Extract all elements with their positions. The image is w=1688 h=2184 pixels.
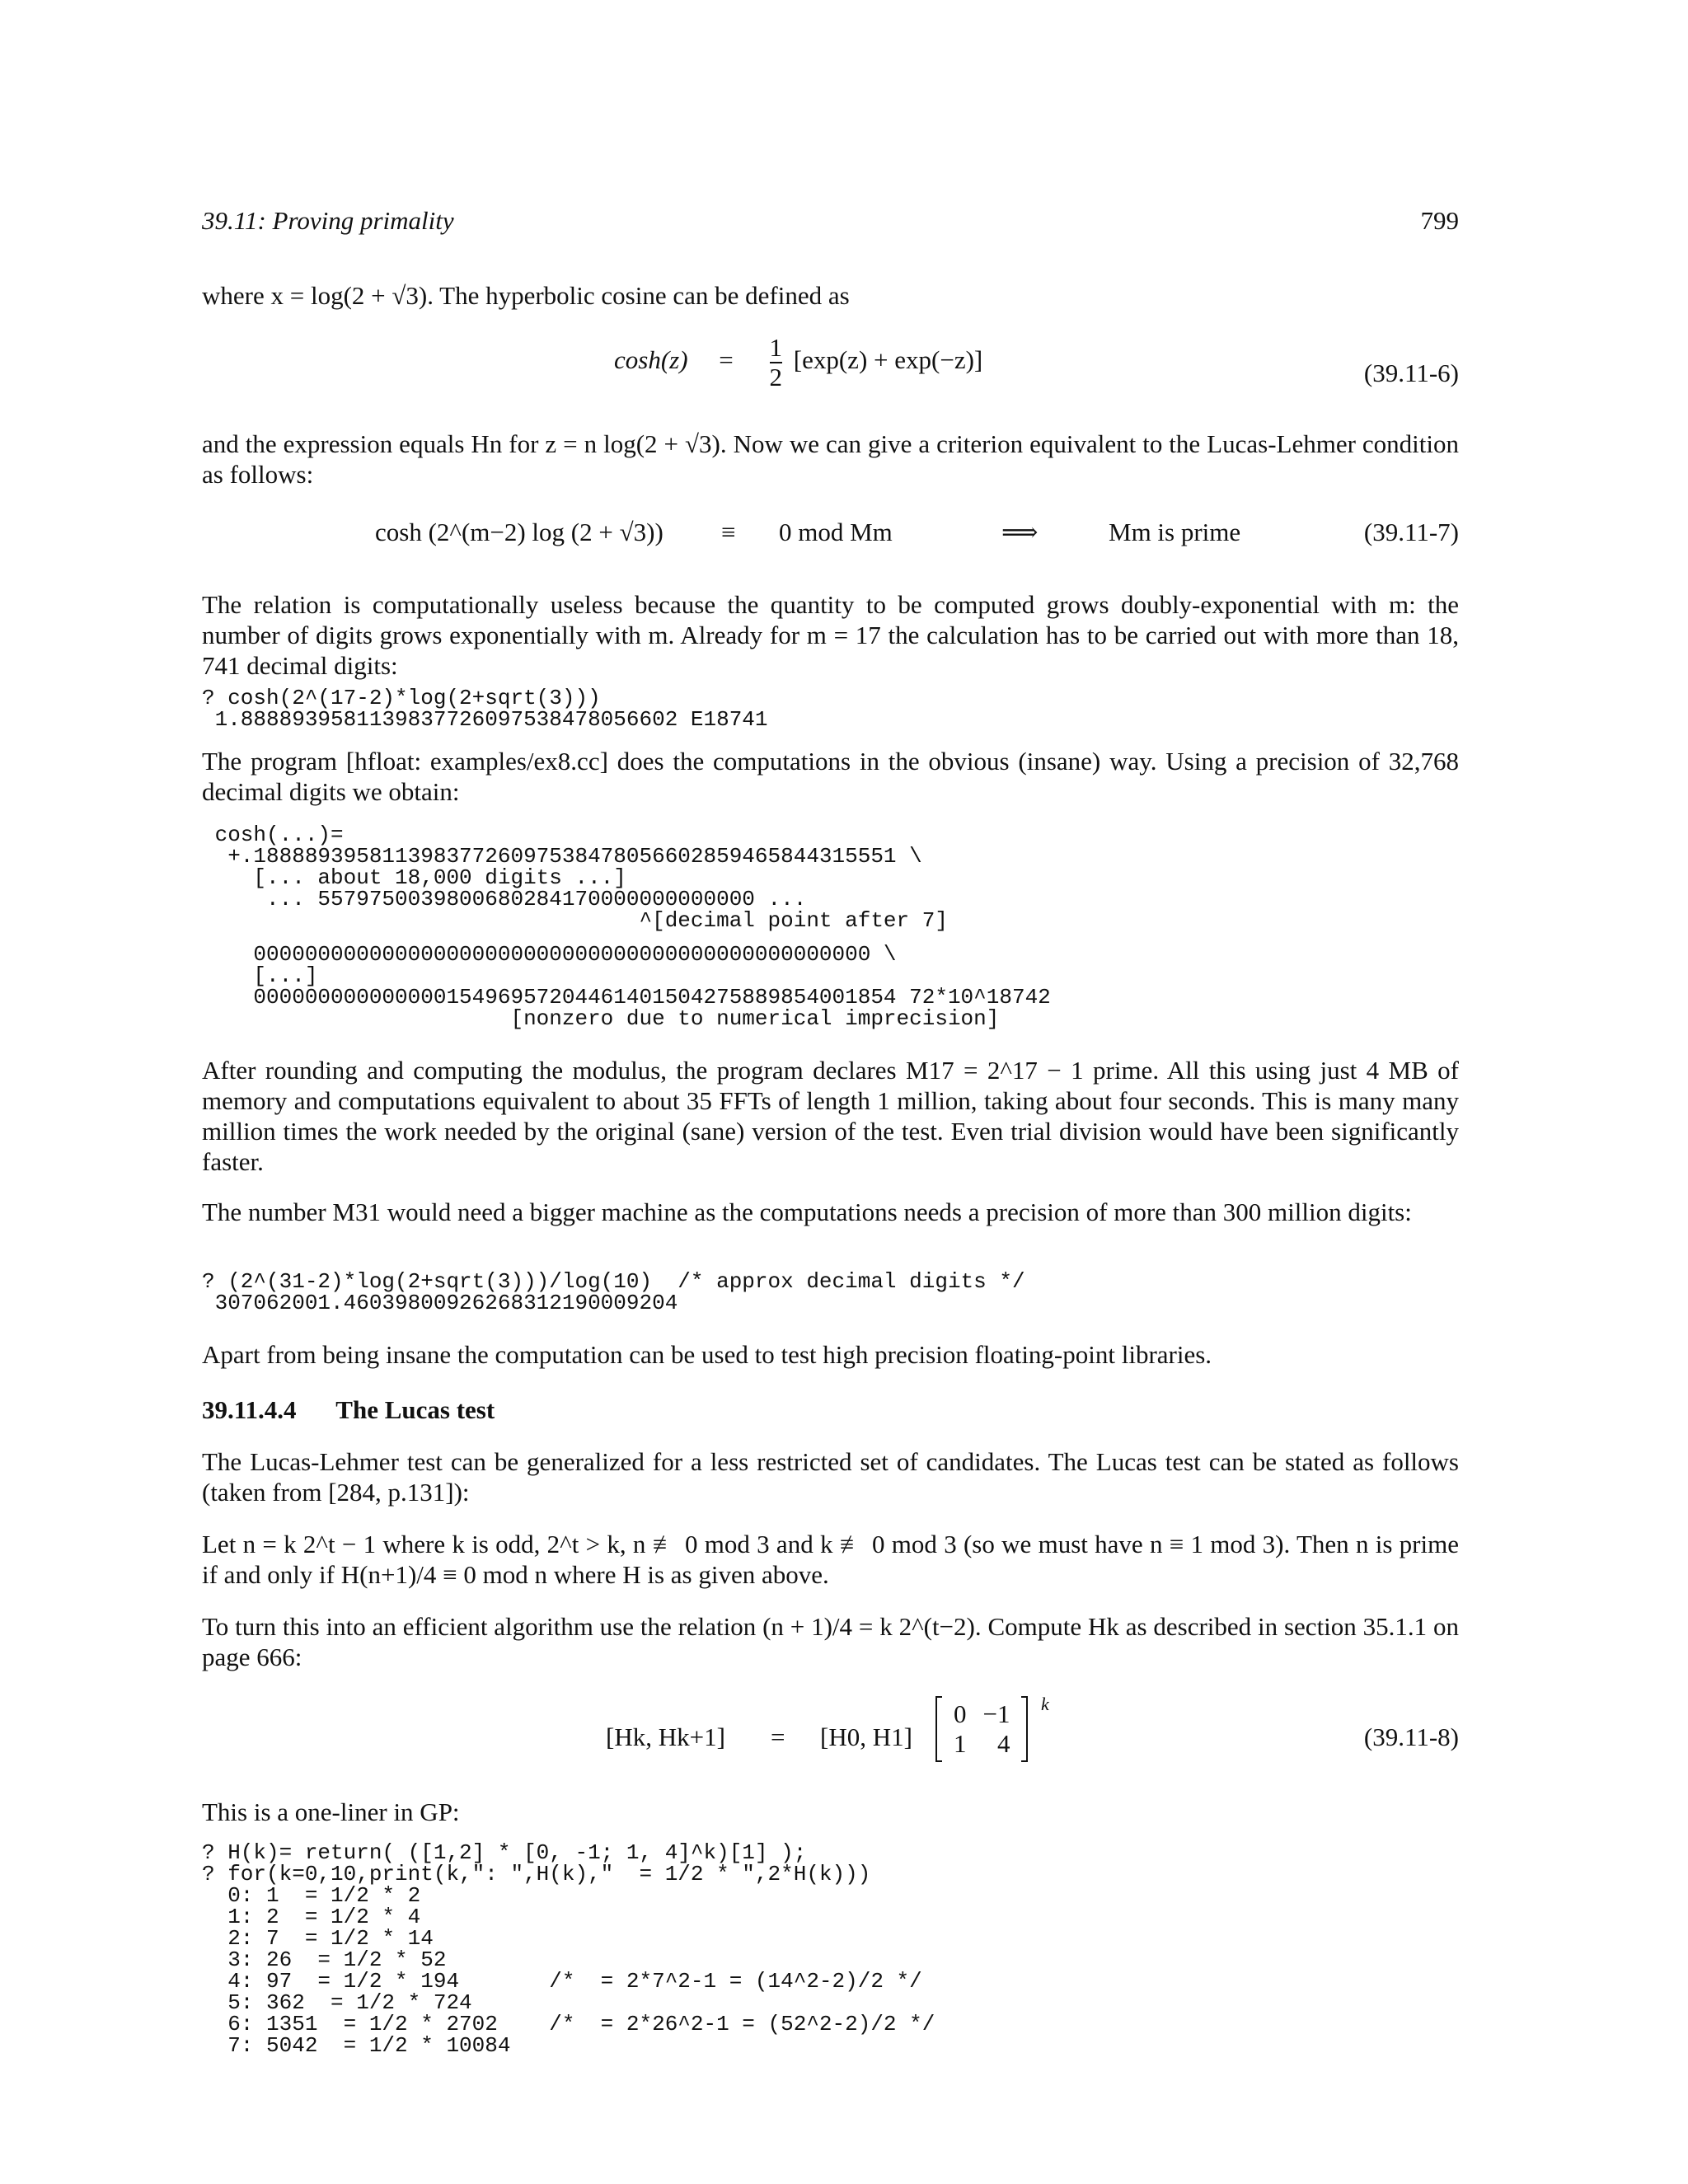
equation-39-11-8 — [202, 1694, 1459, 1784]
eq8-rel: = — [771, 1722, 785, 1751]
running-header — [202, 206, 1459, 236]
m21: 1 — [954, 1729, 967, 1758]
paragraph-3: The relation is computationally useless because the quantity to be computed grows doubly-exponential with m: the number of digits grows exponentially with m. Already for m = 17 the calculation has to be carried out with more than 18, 741 decimal digits: — [202, 590, 1459, 680]
code-block-5: ? H(k)= return( ([1,2] * [0, -1; 1, 4]^k)[1] ); ? for(k=0,10,print(k,": ",H(k)," = 1/2 * ",2*H(k))) 0: 1 = 1/2 * 2 1: 2 = 1/2 * 4 2: 7 = 1/2 * 14 3: 26 = 1/2 * 52 4: 97 = 1/2 * 194 /* = 2*7^2-1 = (14^2-2)/2 */ 5: 362 = 1/2 * 724 6: 1351 = 1/2 * 2702 /* = 2*26^2-1 = (52^2-2)/2 */ 7: 5042 = 1/2 * 10084 — [202, 1840, 935, 2058]
paragraph-8: The Lucas-Lehmer test can be generalized for a less restricted set of candidates. The Lucas test can be stated as follows (taken from [284, p.131]): — [202, 1447, 1459, 1507]
m22: 4 — [996, 1729, 1010, 1758]
paragraph-11: This is a one-liner in GP: — [202, 1797, 460, 1826]
eq6-num: 1 — [769, 333, 783, 362]
page — [202, 0, 1459, 2184]
eq8-exponent: k — [1041, 1694, 1049, 1714]
eq7-arrow: ⟹ — [1001, 518, 1039, 546]
section-number: 39.11.4.4 — [202, 1395, 297, 1424]
paragraph-5: After rounding and computing the modulus, the program declares M17 = 2^17 − 1 prime. All this using just 4 MB of memory and computations equivalent to about 35 FFTs of length 1 million, taking about four seconds. This is many many million times the work needed by the original (sane) version of the test. Even trial division would have been significantly faster. — [202, 1056, 1459, 1176]
section-header: 39.11: Proving primality — [202, 206, 454, 235]
code-block-4: ? (2^(31-2)*log(2+sqrt(3)))/log(10) /* approx decimal digits */ 307062001.46039800926268312190009204 — [202, 1269, 1025, 1315]
eq7-mid: 0 mod Mm — [779, 518, 893, 546]
code-block-1: ? cosh(2^(17-2)*log(2+sqrt(3))) 1.8888939581139837726097538478056602 E18741 — [202, 686, 768, 732]
eq6-fraction — [770, 334, 783, 391]
eq6-rel: = — [719, 345, 734, 375]
paragraph-1: where x = log(2 + √3). The hyperbolic cosine can be defined as — [202, 281, 850, 310]
equation-39-11-6 — [202, 334, 1459, 400]
section-heading — [202, 1394, 1459, 1425]
paragraph-6: The number M31 would need a bigger machine as the computations needs a precision of more than 300 million digits: — [202, 1197, 1412, 1226]
page-number: 799 — [1420, 206, 1459, 235]
section-title: The Lucas test — [335, 1395, 495, 1424]
paragraph-10: To turn this into an efficient algorithm use the relation (n + 1)/4 = k 2^(t−2). Compute Hk as described in section 35.1.1 on page 666: — [202, 1612, 1459, 1671]
eq8-lhs: [Hk, Hk+1] — [606, 1722, 725, 1751]
paragraph-2: and the expression equals Hn for z = n log(2 + √3). Now we can give a criterion equivalent to the Lucas-Lehmer condition as follows: — [202, 429, 1459, 489]
eq7-lhs: cosh (2^(m−2) log (2 + √3)) — [375, 518, 663, 546]
m12: −1 — [982, 1699, 1010, 1728]
eq7-rhs: Mm is prime — [1109, 518, 1241, 546]
eq6-den: 2 — [769, 363, 783, 391]
code-block-3: 000000000000000000000000000000000000000000000000 \ [...] 00000000000000015496957204461401504275889854001854 72*10^18742 [nonzero due to numerical imprecision] — [253, 942, 1051, 1031]
eq6-lhs: cosh(z) — [614, 345, 688, 375]
paragraph-7: Apart from being insane the computation can be used to test high precision floating-point libraries. — [202, 1340, 1212, 1369]
m11: 0 — [954, 1699, 967, 1728]
equation-39-11-7 — [202, 511, 1459, 577]
code-block-2: cosh(...)= +.18888939581139837726097538478056602859465844315551 \ [... about 18,000 digits ...] ... 5579750039800680284170000000000000 ... ^[decimal point after 7] — [214, 823, 948, 933]
eq8-tag: (39.11-8) — [1363, 1722, 1459, 1751]
eq6-rhs: [exp(z) + exp(−z)] — [793, 345, 983, 375]
paragraph-4: The program [hfloat: examples/ex8.cc] does the computations in the obvious (insane) way. Using a precision of 32,768 decimal digits we obtain: — [202, 747, 1459, 806]
eq8-mid: [H0, H1] — [820, 1722, 912, 1751]
paragraph-9: Let n = k 2^t − 1 where k is odd, 2^t > k, n ≢ 0 mod 3 and k ≢ 0 mod 3 (so we must have n ≡ 1 mod 3). Then n is prime if and only if H(n+1)/4 ≡ 0 mod n where H is as given above. — [202, 1530, 1459, 1589]
eq7-rel: ≡ — [721, 518, 736, 546]
eq7-tag: (39.11-7) — [1363, 518, 1459, 546]
eq6-tag: (39.11-6) — [1363, 359, 1459, 387]
eq8-matrix — [935, 1698, 1028, 1760]
